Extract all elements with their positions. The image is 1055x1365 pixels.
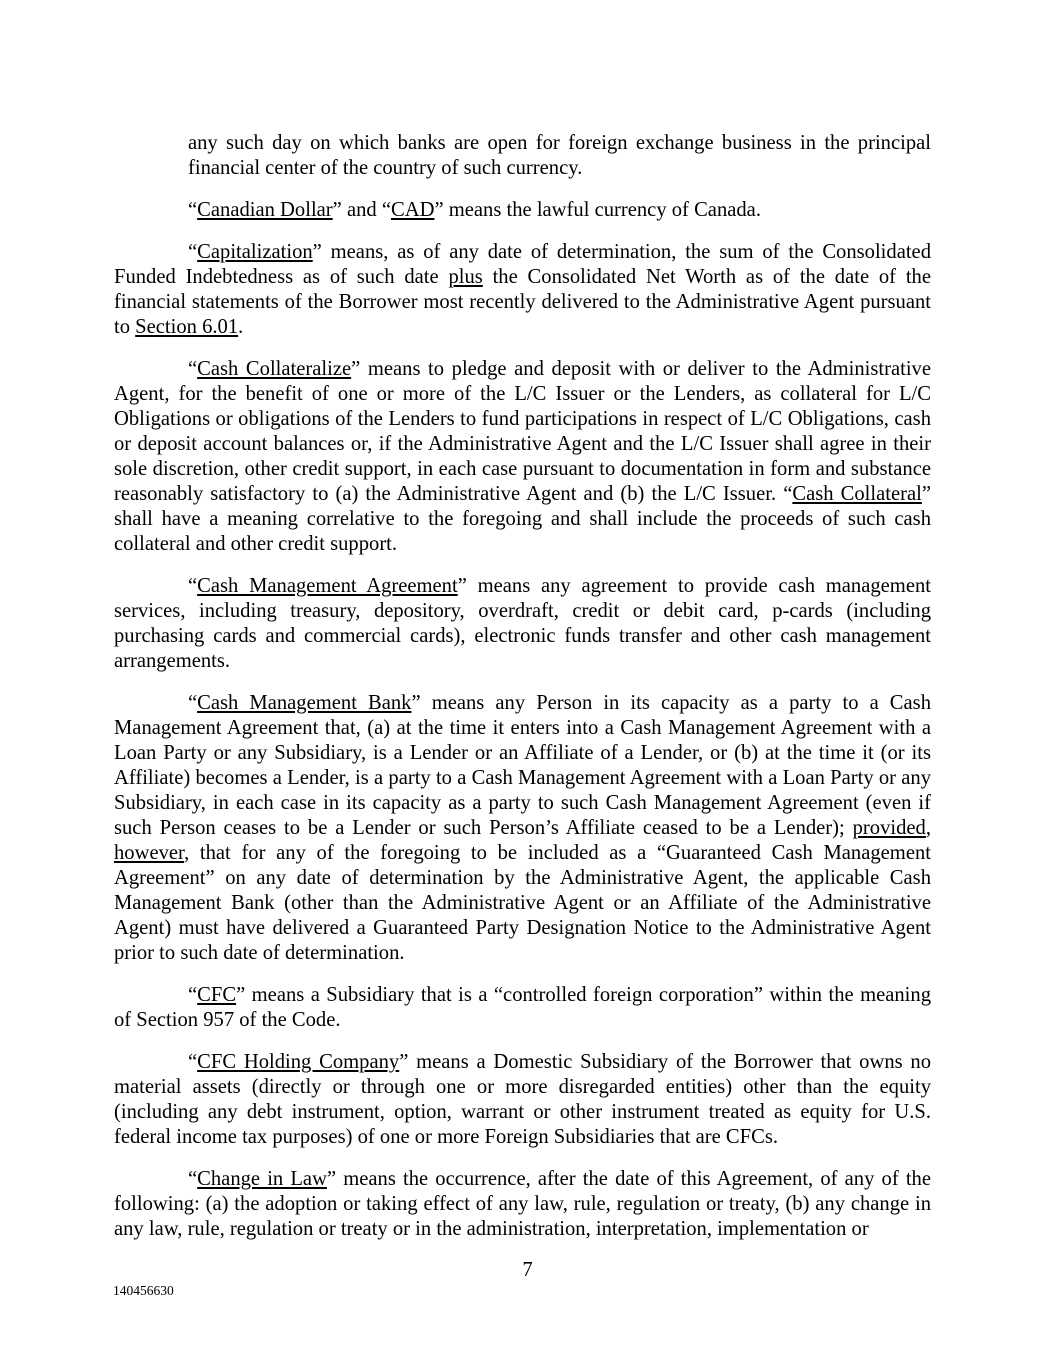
text-run: ” means the lawful currency of Canada. [434, 199, 761, 221]
document-body [114, 131, 931, 1259]
defined-term: Section 6.01 [135, 316, 239, 338]
defined-term: Change in Law [197, 1168, 327, 1190]
text-run: any such day on which banks are open for foreign exchange business in the principal financial center of the country of such currency. [188, 132, 931, 179]
defined-term: Cash Collateralize [197, 358, 352, 380]
text-run: ” means, as of any date of determination, the sum of the Consolidated Funded Indebtedness as of such date [114, 241, 931, 288]
paragraph [114, 983, 931, 1033]
paragraph [114, 691, 931, 966]
text-run: “ [188, 358, 198, 380]
defined-term: CFC [197, 984, 237, 1006]
defined-term: Cash Management Bank [197, 692, 412, 714]
defined-term: CAD [390, 199, 435, 221]
text-run: ” means any agreement to provide cash management services, including treasury, depository, overdraft, credit or debit card, p-cards (including purchasing cards and commercial cards), electronic funds transfer and other cash management arrangements. [114, 575, 931, 672]
text-run: “ [188, 692, 198, 714]
defined-term: Cash Management Agreement [197, 575, 458, 597]
paragraph [114, 1050, 931, 1150]
text-run: ” and “ [332, 199, 391, 221]
text-run: “ [188, 199, 198, 221]
paragraph [188, 131, 931, 181]
page-number: 7 [522, 1259, 533, 1281]
defined-term: Canadian Dollar [197, 199, 333, 221]
text-run: “ [188, 575, 198, 597]
defined-term: Cash Collateral [792, 483, 922, 505]
text-run: “ [188, 984, 198, 1006]
paragraph [114, 198, 931, 223]
text-run: the Consolidated Net Worth as of the date of the financial statements of the Borrower most recently delivered to the Administrative Agent pursuant to [114, 266, 931, 338]
paragraph [114, 240, 931, 340]
text-run: ” shall have a meaning correlative to the foregoing and shall include the proceeds of such cash collateral and other credit support. [114, 483, 931, 555]
text-run: ” means a Subsidiary that is a “controlled foreign corporation” within the meaning of Section 957 of the Code. [114, 984, 931, 1031]
paragraph [114, 574, 931, 674]
text-run: “ [188, 241, 198, 263]
text-run: ” means the occurrence, after the date of this Agreement, of any of the following: (a) the adoption or taking effect of any law, rule, regulation or treaty, (b) any change in any law, rule, regulation or treaty or in the administration, interpretation, implementation or [114, 1168, 931, 1240]
paragraph [114, 1167, 931, 1242]
defined-term: provided [852, 817, 926, 839]
text-run: “ [188, 1168, 198, 1190]
text-run: ” means to pledge and deposit with or deliver to the Administrative Agent, for the benefit of one or more of the L/C Issuer or the Lenders, as collateral for L/C Obligations or obligations of the Lenders to fund participations in respect of L/C Obligations, cash or deposit account balances or, if the Administrative Agent and the L/C Issuer shall agree in their sole discretion, other credit support, in each case pursuant to documentation in form and substance reasonably satisfactory to (a) the Administrative Agent and (b) the L/C Issuer. “ [114, 358, 931, 505]
defined-term: however [114, 842, 185, 864]
defined-term: plus [448, 266, 483, 288]
text-run: ” means a Domestic Subsidiary of the Borrower that owns no material assets (directly or through one or more disregarded entities) other than the equity (including any debt instrument, option, warrant or other instrument treated as equity for U.S. federal income tax purposes) of one or more Foreign Subsidiaries that are CFCs. [114, 1051, 931, 1148]
paragraph [114, 357, 931, 557]
text-run: “ [188, 1051, 198, 1073]
text-run: ” means any Person in its capacity as a party to a Cash Management Agreement that, (a) at the time it enters into a Cash Management Agreement with a Loan Party or any Subsidiary, is a Lender or an Affiliate of a Lender, or (b) at the time it (or its Affiliate) becomes a Lender, is a party to a Cash Management Agreement with a Loan Party or any Subsidiary, in each case in its capacity as a party to such Cash Management Agreement (even if such Person ceases to be a Lender or such Person’s Affiliate ceased to be a Lender); [114, 692, 931, 839]
text-run: , [925, 817, 931, 839]
document-id-stamp: 140456630 [113, 1283, 174, 1298]
defined-term: CFC Holding Company [197, 1051, 400, 1073]
text-run: . [238, 316, 244, 338]
defined-term: Capitalization [197, 241, 313, 263]
text-run: , that for any of the foregoing to be included as a “Guaranteed Cash Management Agreement” on any date of determination by the Administrative Agent, the applicable Cash Management Bank (other than the Administrative Agent or an Affiliate of the Administrative Agent) must have delivered a Guaranteed Party Designation Notice to the Administrative Agent prior to such date of determination. [114, 842, 931, 964]
